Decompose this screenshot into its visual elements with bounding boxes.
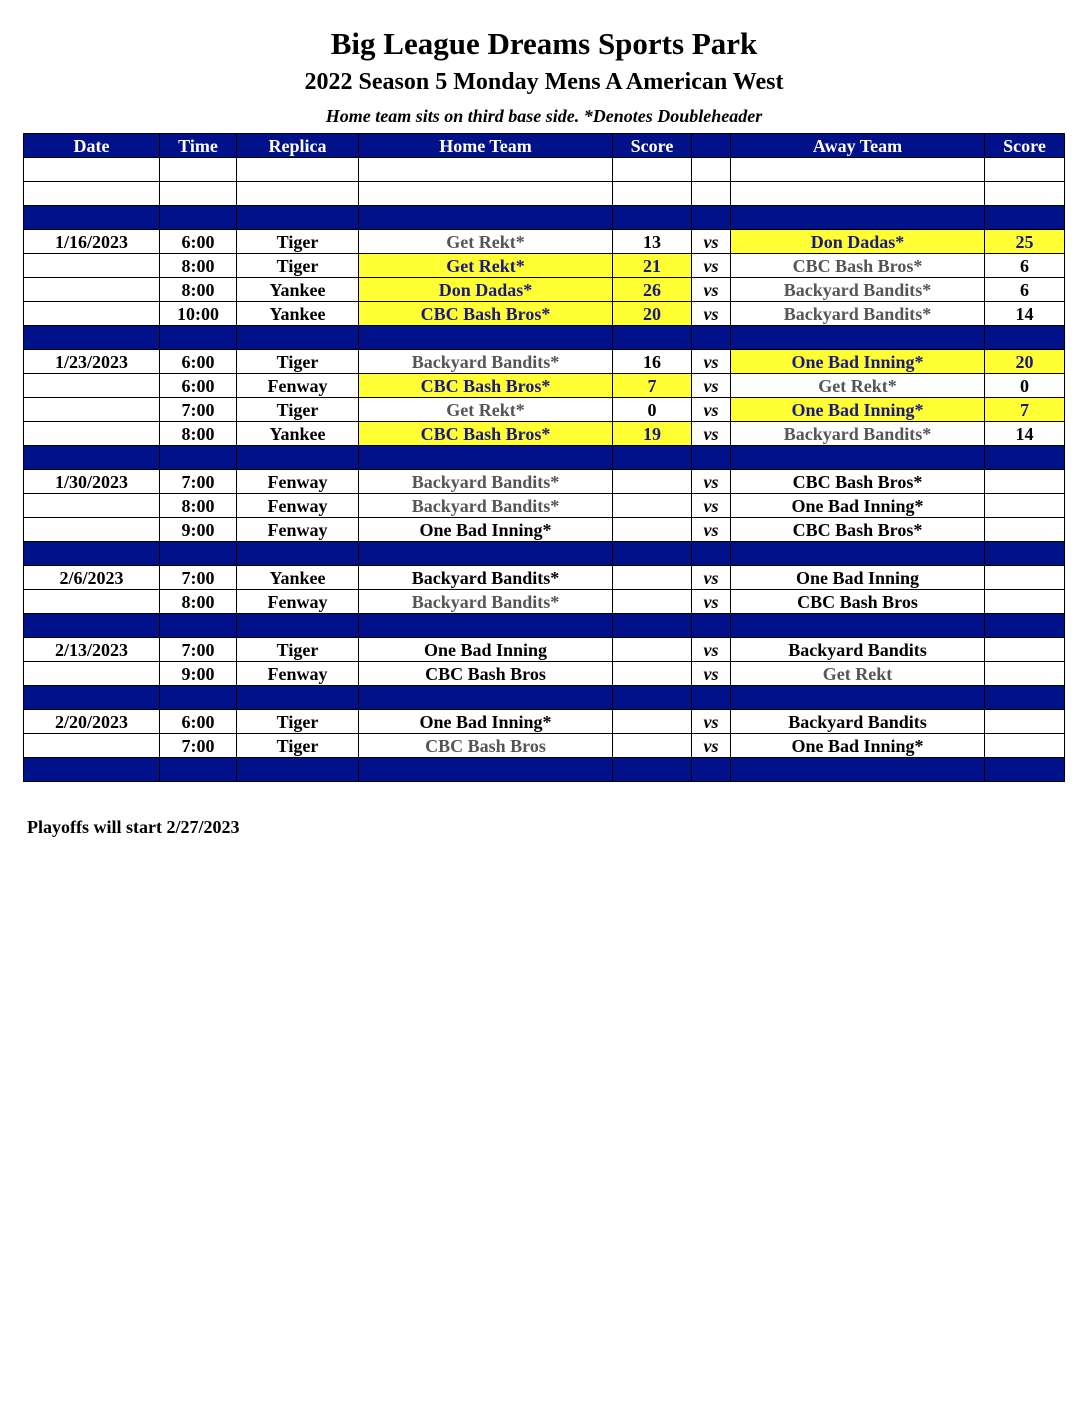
empty-cell <box>731 686 985 710</box>
empty-cell <box>160 206 237 230</box>
empty-cell <box>24 614 160 638</box>
game-replica: Tiger <box>237 710 359 734</box>
empty-cell <box>692 686 731 710</box>
empty-cell <box>24 206 160 230</box>
schedule-header-row <box>24 134 1065 158</box>
blank-row <box>24 158 1065 182</box>
game-replica: Tiger <box>237 734 359 758</box>
home-score: 20 <box>613 302 692 326</box>
empty-cell <box>731 326 985 350</box>
away-team: Backyard Bandits <box>731 710 985 734</box>
empty-cell <box>613 326 692 350</box>
game-replica: Fenway <box>237 470 359 494</box>
game-time: 6:00 <box>160 374 237 398</box>
away-team: CBC Bash Bros* <box>731 254 985 278</box>
empty-cell <box>613 158 692 182</box>
game-row <box>24 398 1065 422</box>
empty-cell <box>24 686 160 710</box>
empty-cell <box>160 326 237 350</box>
away-team: Backyard Bandits* <box>731 422 985 446</box>
empty-cell <box>359 542 613 566</box>
empty-cell <box>237 446 359 470</box>
spacer-row <box>24 206 1065 230</box>
empty-cell <box>692 542 731 566</box>
vs-label: vs <box>692 662 731 686</box>
game-date: 2/6/2023 <box>24 566 160 590</box>
game-date <box>24 734 160 758</box>
empty-cell <box>731 182 985 206</box>
game-replica: Tiger <box>237 638 359 662</box>
away-score <box>985 638 1065 662</box>
empty-cell <box>613 206 692 230</box>
empty-cell <box>692 206 731 230</box>
game-row <box>24 254 1065 278</box>
game-row <box>24 518 1065 542</box>
vs-label: vs <box>692 398 731 422</box>
empty-cell <box>613 542 692 566</box>
home-score: 26 <box>613 278 692 302</box>
empty-cell <box>985 446 1065 470</box>
game-date <box>24 278 160 302</box>
empty-cell <box>692 158 731 182</box>
game-date <box>24 662 160 686</box>
home-score <box>613 734 692 758</box>
spacer-row <box>24 326 1065 350</box>
home-score <box>613 470 692 494</box>
home-team: Get Rekt* <box>359 254 613 278</box>
game-replica: Tiger <box>237 398 359 422</box>
header-note: Home team sits on third base side. *Denotes Doubleheader <box>325 106 763 126</box>
game-replica: Fenway <box>237 374 359 398</box>
away-team: One Bad Inning* <box>731 734 985 758</box>
game-time: 7:00 <box>160 470 237 494</box>
page-title: Big League Dreams Sports Park <box>330 26 758 61</box>
game-replica: Fenway <box>237 662 359 686</box>
away-score: 6 <box>985 254 1065 278</box>
away-team: CBC Bash Bros* <box>731 470 985 494</box>
game-row <box>24 350 1065 374</box>
empty-cell <box>692 758 731 782</box>
home-score <box>613 638 692 662</box>
column-header-home-score: Score <box>613 134 692 158</box>
home-score: 21 <box>613 254 692 278</box>
empty-cell <box>359 206 613 230</box>
away-score <box>985 710 1065 734</box>
empty-cell <box>692 614 731 638</box>
empty-cell <box>692 446 731 470</box>
page-subtitle: 2022 Season 5 Monday Mens A American West <box>304 69 784 95</box>
game-time: 7:00 <box>160 398 237 422</box>
away-score <box>985 662 1065 686</box>
away-score: 14 <box>985 422 1065 446</box>
empty-cell <box>985 758 1065 782</box>
empty-cell <box>237 182 359 206</box>
spacer-row <box>24 758 1065 782</box>
vs-label: vs <box>692 230 731 254</box>
game-date <box>24 422 160 446</box>
empty-cell <box>237 158 359 182</box>
empty-cell <box>731 158 985 182</box>
home-score <box>613 566 692 590</box>
empty-cell <box>160 542 237 566</box>
game-time: 8:00 <box>160 278 237 302</box>
empty-cell <box>985 542 1065 566</box>
column-header-home-team: Home Team <box>359 134 613 158</box>
away-team: One Bad Inning* <box>731 494 985 518</box>
empty-cell <box>985 686 1065 710</box>
vs-label: vs <box>692 590 731 614</box>
game-time: 9:00 <box>160 518 237 542</box>
game-time: 8:00 <box>160 494 237 518</box>
home-team: CBC Bash Bros <box>359 734 613 758</box>
game-time: 6:00 <box>160 230 237 254</box>
empty-cell <box>359 326 613 350</box>
home-team: One Bad Inning <box>359 638 613 662</box>
empty-cell <box>237 686 359 710</box>
column-header-date: Date <box>24 134 160 158</box>
home-score <box>613 590 692 614</box>
away-team: Backyard Bandits <box>731 638 985 662</box>
schedule-table <box>23 133 1065 782</box>
game-date: 2/13/2023 <box>24 638 160 662</box>
empty-cell <box>985 614 1065 638</box>
empty-cell <box>731 758 985 782</box>
schedule-body <box>24 158 1065 782</box>
empty-cell <box>613 446 692 470</box>
home-team: CBC Bash Bros* <box>359 422 613 446</box>
empty-cell <box>160 758 237 782</box>
home-team: CBC Bash Bros <box>359 662 613 686</box>
game-row <box>24 566 1065 590</box>
home-team: Backyard Bandits* <box>359 566 613 590</box>
vs-label: vs <box>692 470 731 494</box>
game-time: 9:00 <box>160 662 237 686</box>
empty-cell <box>160 686 237 710</box>
spacer-row <box>24 614 1065 638</box>
game-date: 1/16/2023 <box>24 230 160 254</box>
home-team: Don Dadas* <box>359 278 613 302</box>
empty-cell <box>731 542 985 566</box>
empty-cell <box>24 446 160 470</box>
vs-label: vs <box>692 422 731 446</box>
home-team: Backyard Bandits* <box>359 494 613 518</box>
away-team: One Bad Inning <box>731 566 985 590</box>
away-score <box>985 566 1065 590</box>
game-row <box>24 710 1065 734</box>
empty-cell <box>24 542 160 566</box>
game-row <box>24 374 1065 398</box>
empty-cell <box>160 182 237 206</box>
home-score <box>613 662 692 686</box>
game-row <box>24 470 1065 494</box>
game-time: 6:00 <box>160 710 237 734</box>
empty-cell <box>237 758 359 782</box>
home-team: Backyard Bandits* <box>359 470 613 494</box>
home-team: One Bad Inning* <box>359 518 613 542</box>
empty-cell <box>24 182 160 206</box>
empty-cell <box>985 158 1065 182</box>
vs-label: vs <box>692 350 731 374</box>
column-header-away-team: Away Team <box>731 134 985 158</box>
game-date: 2/20/2023 <box>24 710 160 734</box>
game-time: 6:00 <box>160 350 237 374</box>
home-score <box>613 518 692 542</box>
empty-cell <box>359 158 613 182</box>
home-team: Backyard Bandits* <box>359 350 613 374</box>
empty-cell <box>359 446 613 470</box>
away-team: Don Dadas* <box>731 230 985 254</box>
game-date <box>24 518 160 542</box>
spacer-row <box>24 446 1065 470</box>
away-score <box>985 734 1065 758</box>
game-row <box>24 662 1065 686</box>
empty-cell <box>160 614 237 638</box>
game-replica: Tiger <box>237 254 359 278</box>
empty-cell <box>160 158 237 182</box>
away-team: Backyard Bandits* <box>731 302 985 326</box>
home-team: Get Rekt* <box>359 398 613 422</box>
away-score: 7 <box>985 398 1065 422</box>
empty-cell <box>359 758 613 782</box>
game-time: 7:00 <box>160 734 237 758</box>
game-row <box>24 734 1065 758</box>
away-team: CBC Bash Bros* <box>731 518 985 542</box>
home-score <box>613 710 692 734</box>
vs-label: vs <box>692 638 731 662</box>
vs-label: vs <box>692 710 731 734</box>
game-replica: Yankee <box>237 422 359 446</box>
empty-cell <box>731 206 985 230</box>
game-time: 8:00 <box>160 254 237 278</box>
empty-cell <box>613 758 692 782</box>
game-date <box>24 374 160 398</box>
home-team: CBC Bash Bros* <box>359 374 613 398</box>
away-score: 14 <box>985 302 1065 326</box>
vs-label: vs <box>692 518 731 542</box>
column-header-vs <box>692 134 731 158</box>
empty-cell <box>24 158 160 182</box>
game-row <box>24 422 1065 446</box>
empty-cell <box>359 614 613 638</box>
game-replica: Tiger <box>237 230 359 254</box>
home-team: CBC Bash Bros* <box>359 302 613 326</box>
empty-cell <box>613 686 692 710</box>
game-row <box>24 230 1065 254</box>
empty-cell <box>731 446 985 470</box>
away-score <box>985 494 1065 518</box>
away-score: 0 <box>985 374 1065 398</box>
empty-cell <box>237 542 359 566</box>
home-team: One Bad Inning* <box>359 710 613 734</box>
game-date <box>24 590 160 614</box>
spacer-row <box>24 686 1065 710</box>
away-team: One Bad Inning* <box>731 350 985 374</box>
empty-cell <box>359 182 613 206</box>
away-team: Get Rekt <box>731 662 985 686</box>
empty-cell <box>237 206 359 230</box>
game-date <box>24 254 160 278</box>
away-team: One Bad Inning* <box>731 398 985 422</box>
empty-cell <box>985 206 1065 230</box>
vs-label: vs <box>692 734 731 758</box>
game-replica: Yankee <box>237 566 359 590</box>
game-time: 7:00 <box>160 638 237 662</box>
empty-cell <box>692 182 731 206</box>
spacer-row <box>24 542 1065 566</box>
vs-label: vs <box>692 374 731 398</box>
game-replica: Tiger <box>237 350 359 374</box>
home-score <box>613 494 692 518</box>
game-date <box>24 398 160 422</box>
empty-cell <box>160 446 237 470</box>
empty-cell <box>613 182 692 206</box>
vs-label: vs <box>692 278 731 302</box>
empty-cell <box>613 614 692 638</box>
game-replica: Fenway <box>237 518 359 542</box>
game-time: 8:00 <box>160 590 237 614</box>
away-team: Get Rekt* <box>731 374 985 398</box>
game-row <box>24 494 1065 518</box>
game-row <box>24 302 1065 326</box>
game-time: 7:00 <box>160 566 237 590</box>
game-time: 8:00 <box>160 422 237 446</box>
game-date: 1/23/2023 <box>24 350 160 374</box>
game-replica: Fenway <box>237 494 359 518</box>
away-score: 25 <box>985 230 1065 254</box>
home-score: 0 <box>613 398 692 422</box>
game-replica: Yankee <box>237 278 359 302</box>
empty-cell <box>692 326 731 350</box>
away-score <box>985 518 1065 542</box>
away-team: CBC Bash Bros <box>731 590 985 614</box>
empty-cell <box>985 326 1065 350</box>
empty-cell <box>237 326 359 350</box>
column-header-replica: Replica <box>237 134 359 158</box>
empty-cell <box>24 326 160 350</box>
home-score: 13 <box>613 230 692 254</box>
column-header-away-score: Score <box>985 134 1065 158</box>
game-date: 1/30/2023 <box>24 470 160 494</box>
vs-label: vs <box>692 254 731 278</box>
game-replica: Fenway <box>237 590 359 614</box>
column-header-time: Time <box>160 134 237 158</box>
away-score: 20 <box>985 350 1065 374</box>
home-score: 19 <box>613 422 692 446</box>
away-score <box>985 470 1065 494</box>
game-time: 10:00 <box>160 302 237 326</box>
game-row <box>24 278 1065 302</box>
home-team: Get Rekt* <box>359 230 613 254</box>
game-date <box>24 302 160 326</box>
playoffs-note: Playoffs will start 2/27/2023 <box>27 817 240 837</box>
game-replica: Yankee <box>237 302 359 326</box>
empty-cell <box>237 614 359 638</box>
empty-cell <box>359 686 613 710</box>
empty-cell <box>985 182 1065 206</box>
home-score: 16 <box>613 350 692 374</box>
vs-label: vs <box>692 494 731 518</box>
home-team: Backyard Bandits* <box>359 590 613 614</box>
game-row <box>24 638 1065 662</box>
away-score <box>985 590 1065 614</box>
vs-label: vs <box>692 302 731 326</box>
empty-cell <box>24 758 160 782</box>
away-score: 6 <box>985 278 1065 302</box>
game-row <box>24 590 1065 614</box>
vs-label: vs <box>692 566 731 590</box>
blank-row <box>24 182 1065 206</box>
home-score: 7 <box>613 374 692 398</box>
empty-cell <box>731 614 985 638</box>
game-date <box>24 494 160 518</box>
away-team: Backyard Bandits* <box>731 278 985 302</box>
